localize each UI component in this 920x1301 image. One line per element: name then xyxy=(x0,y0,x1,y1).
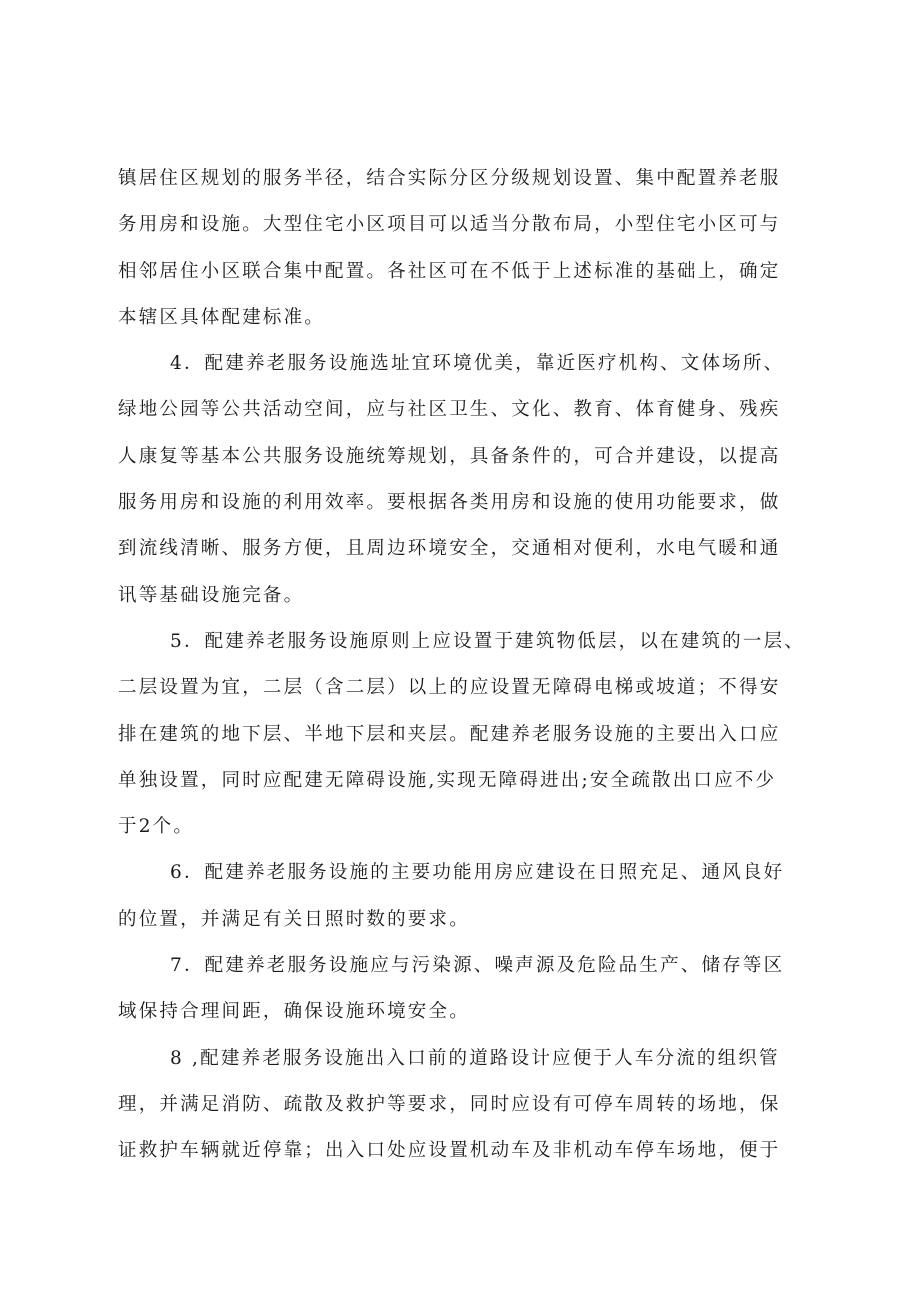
text-line: 人康复等基本公共服务设施统筹规划，具备条件的，可合并建设，以提高 xyxy=(118,445,781,467)
text-line: 单独设置，同时应配建无障碍设施,实现无障碍进出;安全疏散出口应不少 xyxy=(118,769,777,791)
text-line: 域保持合理间距，确保设施环境安全。 xyxy=(118,1001,470,1023)
text-line: 相邻居住小区联合集中配置。各社区可在不低于上述标准的基础上，确定 xyxy=(118,260,781,282)
paragraph-5-start: 5．配建养老服务设施原则上应设置于建筑物低层，以在建筑的一层、 xyxy=(170,630,805,652)
text-line: 证救护车辆就近停靠；出入口处应设置机动车及非机动车停车场地，便于 xyxy=(118,1140,781,1162)
text-line: 绿地公园等公共活动空间，应与社区卫生、文化、教育、体育健身、残疾 xyxy=(118,399,781,421)
text-line: 服务用房和设施的利用效率。要根据各类用房和设施的使用功能要求，做 xyxy=(118,492,781,514)
paragraph-8-start: 8 ,配建养老服务设施出入口前的道路设计应便于人车分流的组织管 xyxy=(170,1047,780,1069)
text-line: 排在建筑的地下层、半地下层和夹层。配建养老服务设施的主要出入口应 xyxy=(118,723,781,745)
text-line: 务用房和设施。大型住宅小区项目可以适当分散布局，小型住宅小区可与 xyxy=(118,214,781,236)
text-line: 二层设置为宜，二层（含二层）以上的应设置无障碍电梯或坡道；不得安 xyxy=(118,677,781,699)
text-line: 的位置，并满足有关日照时数的要求。 xyxy=(118,908,470,930)
paragraph-6-start: 6．配建养老服务设施的主要功能用房应建设在日照充足、通风良好 xyxy=(170,862,785,884)
text-line: 本辖区具体配建标准。 xyxy=(118,306,326,328)
text-line: 讯等基础设施完备。 xyxy=(118,584,305,606)
body-text xyxy=(118,156,818,1175)
text-line: 于2个。 xyxy=(118,816,195,838)
text-line: 理，并满足消防、疏散及救护等要求，同时应设有可停车周转的场地，保 xyxy=(118,1093,781,1115)
text-line: 镇居住区规划的服务半径，结合实际分区分级规划设置、集中配置养老服 xyxy=(118,168,781,189)
paragraph-4-start: 4．配建养老服务设施选址宜环境优美，靠近医疗机构、文体场所、 xyxy=(170,353,785,375)
paragraph-7-start: 7．配建养老服务设施应与污染源、噪声源及危险品生产、储存等区 xyxy=(170,955,785,977)
text-line: 到流线清晰、服务方便，且周边环境安全，交通相对便利，水电气暖和通 xyxy=(118,538,781,560)
